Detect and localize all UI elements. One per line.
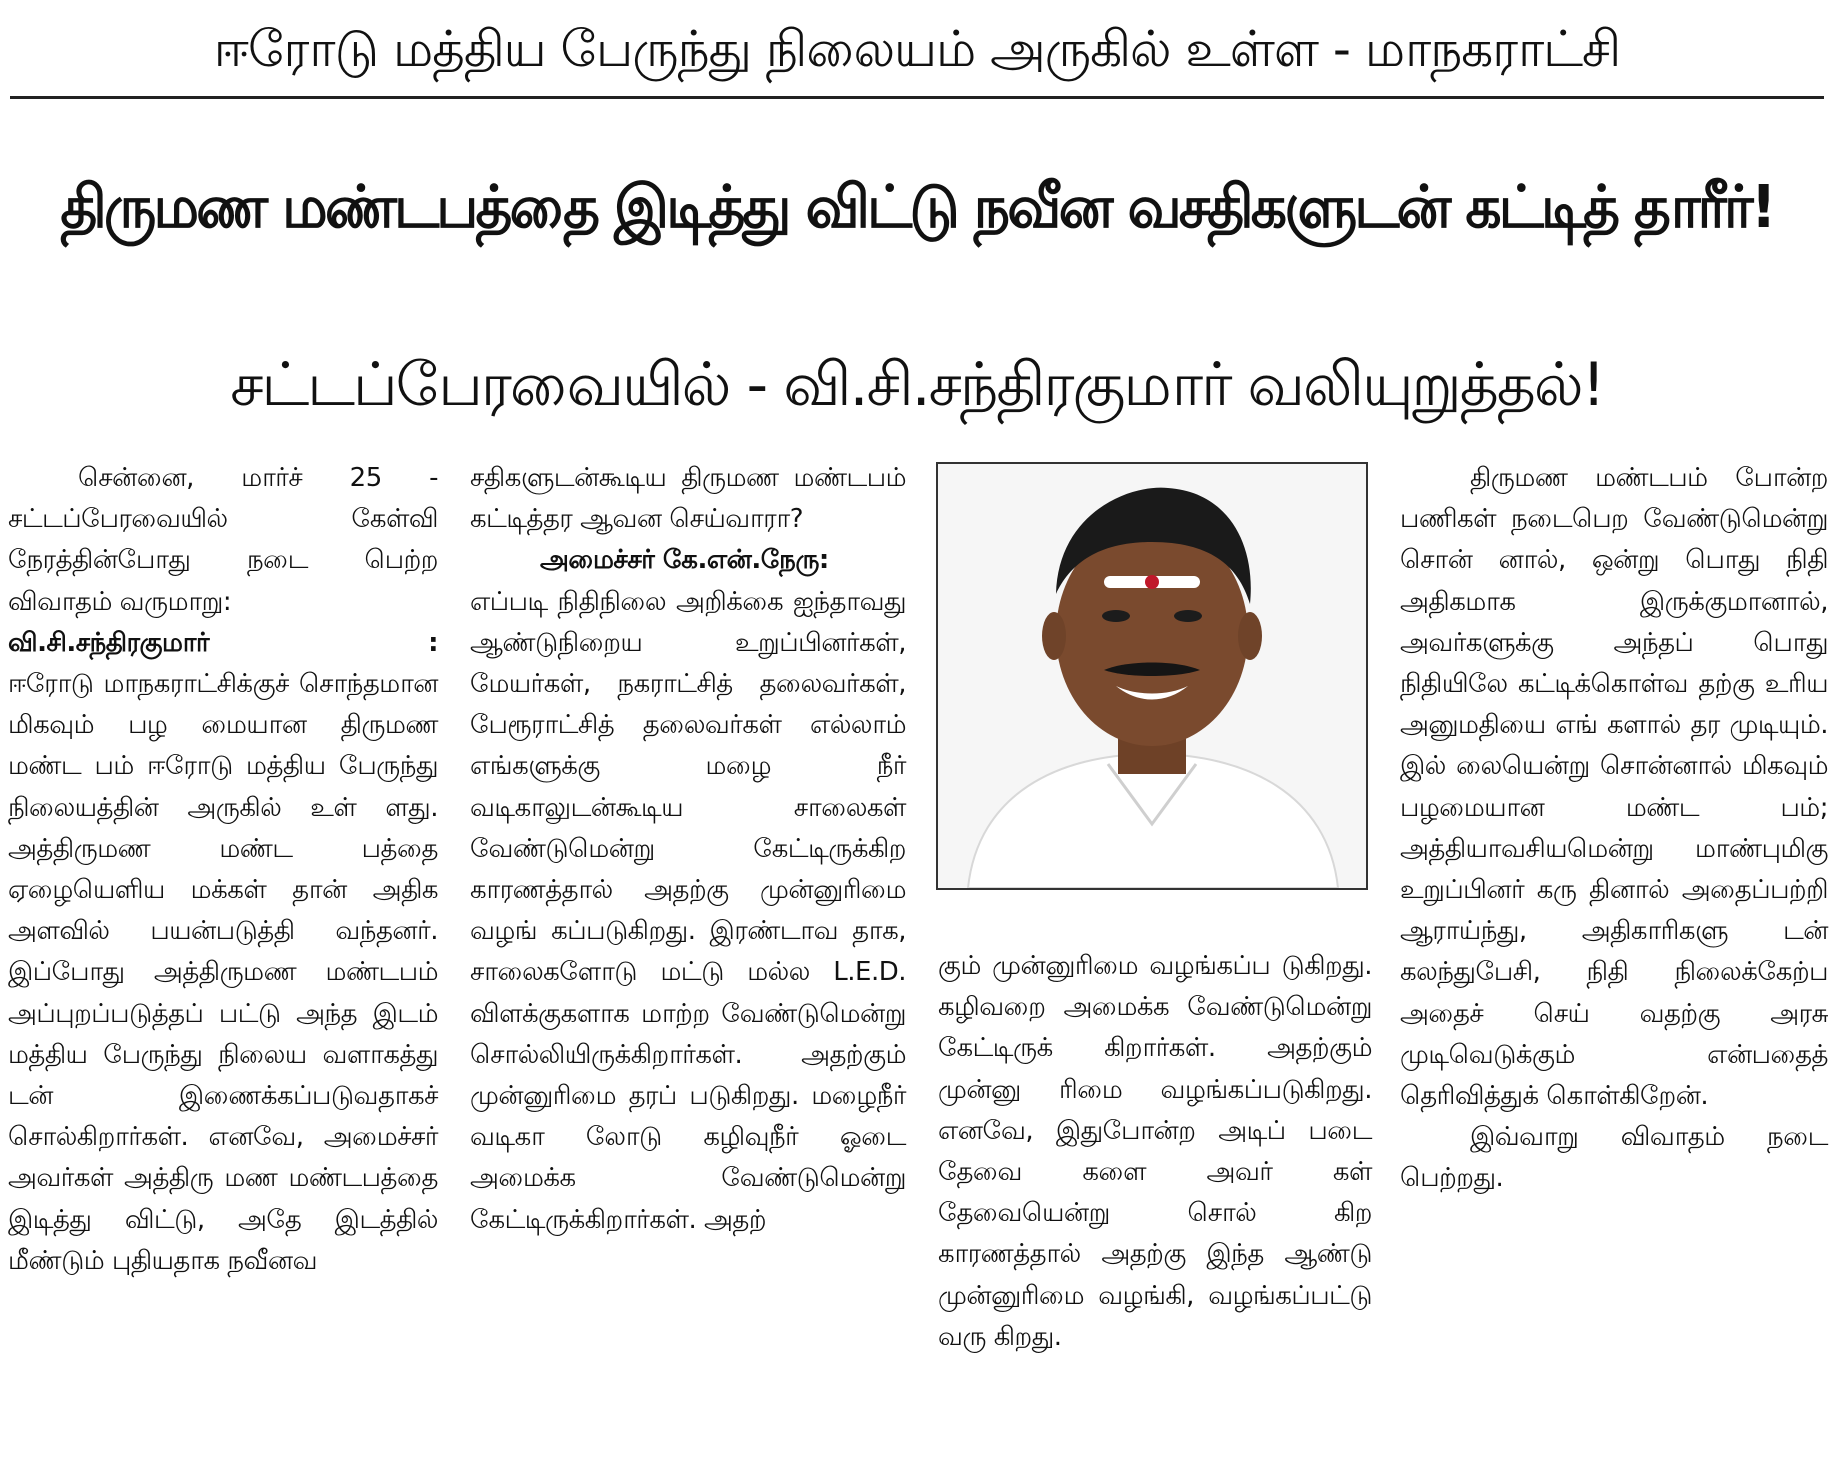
- closing-paragraph: இவ்வாறு விவாதம் நடை பெற்றது.: [1400, 1122, 1828, 1194]
- kicker-line: ஈரோடு மத்திய பேருந்து நிலையம் அருகில் உள்ள - மாநகராட்சி: [213, 20, 1621, 78]
- paragraph: எப்படி நிதிநிலை அறிக்கை ஐந்தாவது ஆண்டுநிறைய உறுப்பினர்கள், மேயர்கள், நகராட்சித் தலைவர்கள், பேரூராட்சித் தலைவர்கள் எல்லாம் எங்களுக்கு மழை நீர் வடிகாலுடன்கூடிய சாலைகள் வேண்டுமென்று கேட்டிருக்கிற காரணத்தால் அதற்கு முன்னுரிமை வழங் கப்படுகிறது. இரண்டாவ தாக, சாலைகளோடு மட்டு மல்ல L.E.D. விளக்குகளாக மாற்ற வேண்டுமென்று சொல்லியிருக்கிறார்கள். அதற்கும் முன்னுரிமை தரப் படுகிறது. மழைநீர் வடிகா லோடு கழிவுநீர் ஓடை அமைக்க வேண்டுமென்று கேட்டிருக்கிறார்கள். அதற்: [470, 586, 906, 1235]
- speaker-label: [8, 623, 438, 664]
- subheadline: சட்டப்பேரவையில் - வி.சி.சந்திரகுமார் வலியுறுத்தல்!: [230, 350, 1604, 420]
- paragraph: திருமண மண்டபம் போன்ற பணிகள் நடைபெற வேண்டுமென்று சொன் னால், ஒன்று பொது நிதி அதிகமாக இருக்குமானால், அவர்களுக்கு அந்தப் பொது நிதியிலே கட்டிக்கொள்வ தற்கு உரிய அனுமதியை எங் களால் தர முடியும். இல் லையென்று சொன்னால் மிகவும் பழமையான மண்ட பம்; அத்தியாவசியமென்று மாண்புமிகு உறுப்பினர் கரு தினால் அதைப்பற்றி ஆராய்ந்து, அதிகாரிகளு டன் கலந்துபேசி, நிதி நிலைக்கேற்ப அதைச் செய் வதற்கு அரசு முடிவெடுக்கும் என்பதைத் தெரிவித்துக் கொள்கிறேன்.: [1400, 463, 1828, 1112]
- headline: திருமண மண்டபத்தை இடித்து விட்டு நவீன வசதிகளுடன் கட்டித் தாரீர்!: [60, 172, 1774, 241]
- paragraph: சதிகளுடன்கூடிய திருமண மண்டபம் கட்டித்தர ஆவன செய்வாரா?: [470, 463, 906, 535]
- article-column-2: [470, 458, 906, 1458]
- portrait-illustration: [938, 464, 1366, 888]
- article-column-4: [1400, 458, 1828, 1458]
- dateline-intro: சென்னை, மார்ச் 25 - சட்டப்பேரவையில் கேள்வி நேரத்தின்போது நடை பெற்ற விவாதம் வருமாறு:: [8, 463, 438, 617]
- speaker-name: வி.சி.சந்திரகுமார்: [8, 627, 210, 658]
- speaker-colon: :: [428, 627, 438, 658]
- paragraph: ஈரோடு மாநகராட்சிக்குச் சொந்தமான மிகவும் பழ மையான திருமண மண்ட பம் ஈரோடு மத்திய பேருந்து நிலையத்தின் அருகில் உள் ளது. அத்திருமண மண்ட பத்தை ஏழையெளிய மக்கள் தான் அதிக அளவில் பயன்படுத்தி வந்தனர். இப்போது அத்திருமண மண்டபம் அப்புறப்படுத்தப் பட்டு அந்த இடம் மத்திய பேருந்து நிலைய வளாகத்து டன் இணைக்கப்படுவதாகச் சொல்கிறார்கள். எனவே, அமைச்சர் அவர்கள் அத்திரு மண மண்டபத்தை இடித்து விட்டு, அதே இடத்தில் மீண்டும் புதியதாக நவீனவ: [8, 669, 438, 1276]
- article-column-1: [8, 458, 438, 1458]
- speaker-label: அமைச்சர் கே.என்.நேரு:: [540, 545, 829, 576]
- article-column-3: [938, 946, 1372, 1458]
- portrait-photo: [936, 462, 1368, 890]
- header-rule: [10, 96, 1824, 99]
- paragraph: கும் முன்னுரிமை வழங்கப்ப டுகிறது. கழிவறை அமைக்க வேண்டுமென்று கேட்டிருக் கிறார்கள். அதற்கும் முன்னு ரிமை வழங்கப்படுகிறது. எனவே, இதுபோன்ற அடிப் படை தேவை களை அவர் கள் தேவையென்று சொல் கிற காரணத்தால் அதற்கு இந்த ஆண்டு முன்னுரிமை வழங்கி, வழங்கப்பட்டு வரு கிறது.: [938, 951, 1372, 1352]
